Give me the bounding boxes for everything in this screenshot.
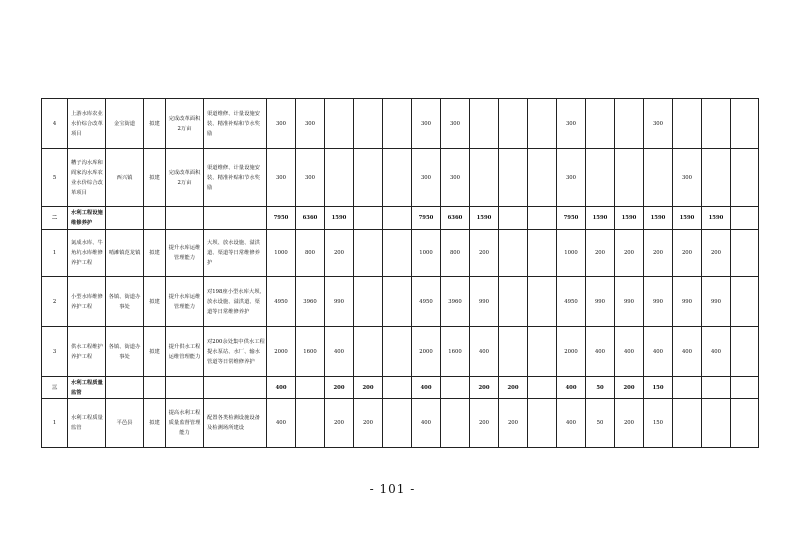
table-row: [42, 99, 759, 149]
table-cell: 400: [615, 327, 644, 377]
table-cell: [325, 149, 354, 207]
table-cell: [702, 399, 731, 448]
table-cell: [499, 230, 528, 277]
table-cell: 1: [42, 399, 68, 448]
table-cell: [499, 99, 528, 149]
table-cell: [673, 99, 702, 149]
table-cell: 400: [702, 327, 731, 377]
table-cell: 2000: [412, 327, 441, 377]
table-cell: 6360: [296, 207, 325, 230]
table-cell: [144, 377, 166, 399]
table-cell: 7950: [412, 207, 441, 230]
table-cell: 渠道维修、计量设施安装、精准补贴和节水奖励: [204, 99, 267, 149]
table-cell: [586, 99, 615, 149]
table-cell: 水利工程质量监管: [68, 377, 106, 399]
table-cell: 对200余处集中供水工程提水泵站、水厂、输水管道等日常维修养护: [204, 327, 267, 377]
table-cell: 4950: [557, 277, 586, 327]
table-cell: 400: [412, 377, 441, 399]
table-cell: 200: [470, 377, 499, 399]
table-cell: 300: [412, 149, 441, 207]
table-cell: 各镇、街道办事处: [106, 327, 144, 377]
table-cell: [499, 207, 528, 230]
table-cell: 1600: [296, 327, 325, 377]
table-cell: [528, 99, 557, 149]
table-cell: 400: [673, 327, 702, 377]
table-cell: 完成改革面积2万亩: [166, 99, 204, 149]
table-cell: 哨滩镇范龙镇: [106, 230, 144, 277]
table-cell: [354, 149, 383, 207]
table-cell: 1590: [615, 207, 644, 230]
table-cell: [731, 99, 759, 149]
table-cell: 400: [267, 377, 296, 399]
table-cell: [470, 149, 499, 207]
table-cell: 300: [267, 149, 296, 207]
table-cell: 渠道维修、计量设施安装、精准补贴和节水奖励: [204, 149, 267, 207]
table-cell: 2000: [557, 327, 586, 377]
table-cell: 800: [441, 230, 470, 277]
table-cell: 提高水利工程质量监督管理能力: [166, 399, 204, 448]
table-cell: [470, 99, 499, 149]
table-cell: [673, 377, 702, 399]
table-cell: 150: [644, 377, 673, 399]
table-cell: 200: [325, 377, 354, 399]
table-cell: [702, 149, 731, 207]
table-cell: [586, 149, 615, 207]
table-cell: [702, 377, 731, 399]
table-cell: [383, 327, 412, 377]
table-cell: [528, 277, 557, 327]
table-cell: 400: [586, 327, 615, 377]
table-cell: 1590: [702, 207, 731, 230]
table-cell: 3: [42, 327, 68, 377]
table-cell: [383, 149, 412, 207]
table-cell: [731, 399, 759, 448]
table-cell: 三: [42, 377, 68, 399]
table-cell: 平邑县: [106, 399, 144, 448]
table-cell: 200: [354, 377, 383, 399]
table-cell: 1600: [441, 327, 470, 377]
table-cell: [383, 377, 412, 399]
table-cell: 上游水库农业水价综合改革项目: [68, 99, 106, 149]
table-cell: 完成改革面积2万亩: [166, 149, 204, 207]
table-cell: 水利工程质量监管: [68, 399, 106, 448]
table-cell: [383, 207, 412, 230]
table-cell: 200: [673, 230, 702, 277]
table-cell: 200: [325, 230, 354, 277]
table-cell: 提升水库运维管理能力: [166, 230, 204, 277]
table-cell: 300: [412, 99, 441, 149]
table-cell: 3960: [441, 277, 470, 327]
table-row: [42, 149, 759, 207]
table-cell: 200: [586, 230, 615, 277]
table-cell: [354, 230, 383, 277]
table-cell: [354, 327, 383, 377]
table-cell: 300: [441, 99, 470, 149]
table-cell: 1: [42, 230, 68, 277]
table-cell: 400: [644, 327, 673, 377]
table-cell: 300: [296, 99, 325, 149]
table-cell: 300: [673, 149, 702, 207]
table-cell: 150: [644, 399, 673, 448]
table-cell: 西兴镇: [106, 149, 144, 207]
table-cell: 7950: [267, 207, 296, 230]
table-cell: [731, 149, 759, 207]
table-cell: 300: [557, 99, 586, 149]
table-cell: 3960: [296, 277, 325, 327]
table-cell: [296, 377, 325, 399]
table-cell: 200: [615, 230, 644, 277]
table-cell: 400: [557, 399, 586, 448]
table-cell: [325, 99, 354, 149]
table-cell: [499, 149, 528, 207]
table-cell: [731, 207, 759, 230]
table-cell: 1000: [557, 230, 586, 277]
table-cell: [528, 377, 557, 399]
table-cell: 990: [470, 277, 499, 327]
table-cell: 300: [557, 149, 586, 207]
table-cell: [644, 149, 673, 207]
table-cell: 1590: [325, 207, 354, 230]
table-cell: 990: [586, 277, 615, 327]
table-cell: 1590: [586, 207, 615, 230]
table-cell: [166, 207, 204, 230]
table-cell: 氮成水库、牛角坑水库维修养护工程: [68, 230, 106, 277]
table-cell: [296, 399, 325, 448]
table-cell: 拟建: [144, 327, 166, 377]
table-cell: 200: [499, 399, 528, 448]
table-cell: [354, 99, 383, 149]
table-cell: 1000: [267, 230, 296, 277]
table-cell: 1590: [644, 207, 673, 230]
table-cell: 拟建: [144, 399, 166, 448]
table-cell: 400: [267, 399, 296, 448]
table-cell: 800: [296, 230, 325, 277]
table-cell: 200: [615, 399, 644, 448]
table-cell: [731, 277, 759, 327]
table-cell: [354, 207, 383, 230]
table-cell: 400: [325, 327, 354, 377]
table-cell: 990: [644, 277, 673, 327]
table-row: [42, 327, 759, 377]
table-cell: [528, 327, 557, 377]
table-cell: 提升水库运维管理能力: [166, 277, 204, 327]
table-cell: 供水工程维护养护工程: [68, 327, 106, 377]
table-cell: 200: [325, 399, 354, 448]
table-cell: [615, 99, 644, 149]
table-cell: [499, 277, 528, 327]
table-cell: [383, 399, 412, 448]
table-cell: 1590: [470, 207, 499, 230]
table-cell: 200: [499, 377, 528, 399]
table-cell: [731, 377, 759, 399]
table-cell: 400: [470, 327, 499, 377]
table-cell: [528, 207, 557, 230]
table-cell: [615, 149, 644, 207]
table-cell: [731, 327, 759, 377]
table-cell: 小型水库维修养护工程: [68, 277, 106, 327]
table-cell: 拟建: [144, 99, 166, 149]
table-cell: [354, 277, 383, 327]
table-cell: 50: [586, 399, 615, 448]
table-cell: [106, 377, 144, 399]
table-cell: 990: [615, 277, 644, 327]
table-cell: [441, 399, 470, 448]
table-cell: 4950: [267, 277, 296, 327]
table-cell: [731, 230, 759, 277]
table-cell: 300: [267, 99, 296, 149]
table-cell: [673, 399, 702, 448]
table-cell: 拟建: [144, 149, 166, 207]
table-cell: 200: [470, 230, 499, 277]
section-row: [42, 377, 759, 399]
table-cell: 300: [644, 99, 673, 149]
table-cell: 提升供水工程运维管理能力: [166, 327, 204, 377]
table-row: [42, 230, 759, 277]
table-cell: [528, 149, 557, 207]
project-table: [41, 98, 759, 448]
table-cell: 1000: [412, 230, 441, 277]
table-cell: 配置各类检测设施设备及检测场所建设: [204, 399, 267, 448]
table-cell: 拟建: [144, 277, 166, 327]
table-cell: 大坝、放水设施、溢洪道、渠道等日常维修养护: [204, 230, 267, 277]
table-cell: [383, 99, 412, 149]
table-cell: [528, 230, 557, 277]
table-cell: 4: [42, 99, 68, 149]
table-cell: [144, 207, 166, 230]
table-cell: [204, 377, 267, 399]
table-cell: 7950: [557, 207, 586, 230]
table-cell: [383, 277, 412, 327]
table-cell: 300: [296, 149, 325, 207]
table-cell: 水利工程设施维修养护: [68, 207, 106, 230]
table-cell: [204, 207, 267, 230]
table-cell: 二: [42, 207, 68, 230]
table-cell: 990: [702, 277, 731, 327]
table-cell: 4950: [412, 277, 441, 327]
table-cell: [702, 99, 731, 149]
page-number: - 101 -: [369, 482, 416, 496]
table-cell: 1590: [673, 207, 702, 230]
table-cell: 金宝街道: [106, 99, 144, 149]
table-cell: [106, 207, 144, 230]
table-cell: 糟子沟水库和阎家沟水库农业水价综合改革项目: [68, 149, 106, 207]
table-cell: 990: [673, 277, 702, 327]
table-cell: 400: [557, 377, 586, 399]
table-cell: 对198座小型水库大坝、放水设施、溢洪道、渠道等日常维修养护: [204, 277, 267, 327]
table-cell: 5: [42, 149, 68, 207]
table-cell: [528, 399, 557, 448]
table-cell: [383, 230, 412, 277]
table-cell: [499, 327, 528, 377]
table-cell: 200: [354, 399, 383, 448]
table-cell: 400: [412, 399, 441, 448]
table-cell: 各镇、街道办事处: [106, 277, 144, 327]
table-cell: 2000: [267, 327, 296, 377]
table-cell: 6360: [441, 207, 470, 230]
table-row: [42, 277, 759, 327]
table-cell: 200: [470, 399, 499, 448]
table-cell: 50: [586, 377, 615, 399]
section-row: [42, 207, 759, 230]
table-cell: 200: [702, 230, 731, 277]
table-cell: 200: [644, 230, 673, 277]
table-cell: 拟建: [144, 230, 166, 277]
table-cell: [441, 377, 470, 399]
table-row: [42, 399, 759, 448]
table-cell: 2: [42, 277, 68, 327]
table-cell: 300: [441, 149, 470, 207]
table-cell: [166, 377, 204, 399]
table-cell: 990: [325, 277, 354, 327]
table-cell: 200: [615, 377, 644, 399]
